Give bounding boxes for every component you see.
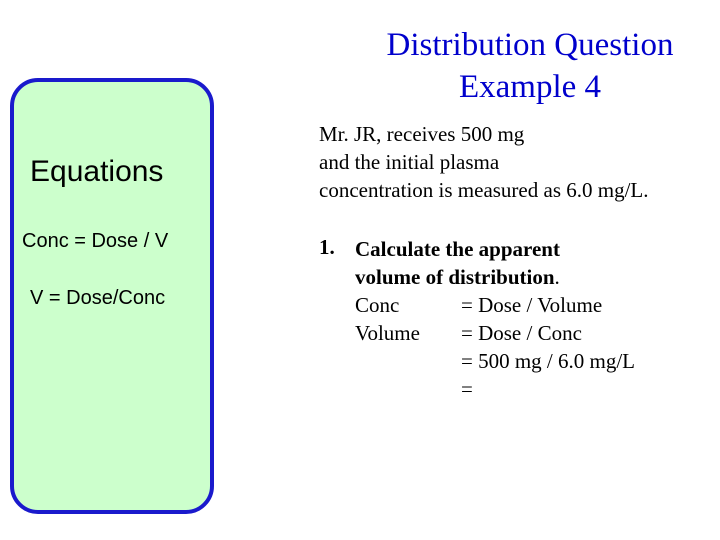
- calc-rhs: = Dose / Volume: [461, 293, 603, 317]
- question-number: 1.: [319, 235, 335, 259]
- question-line-1: Calculate the apparent: [355, 237, 560, 261]
- question-body: [355, 235, 636, 403]
- calc-rhs: = Dose / Conc: [461, 321, 582, 345]
- calc-row: [355, 375, 560, 403]
- title-line-2: Example 4: [458, 69, 602, 105]
- calc-lhs: Volume: [355, 321, 420, 345]
- equations-heading: Equations: [30, 155, 164, 188]
- intro-line-1: Mr. JR, receives 500 mg: [319, 122, 525, 146]
- intro-line-3: concentration is measured as 6.0 mg/L.: [319, 178, 649, 202]
- slide-title: [300, 24, 720, 108]
- calc-row: [355, 319, 582, 347]
- question-line-2-bold: volume of distribution: [355, 265, 555, 289]
- calc-row: [355, 291, 603, 319]
- question-line-2-tail: .: [554, 265, 560, 289]
- equation-volume: V = Dose/Conc: [30, 287, 166, 309]
- title-line-1: Distribution Question: [386, 27, 674, 63]
- intro-paragraph: [319, 120, 649, 204]
- calc-rhs: = 500 mg / 6.0 mg/L: [461, 349, 636, 373]
- equation-conc: Conc = Dose / V: [22, 230, 169, 252]
- calc-lhs: Conc: [355, 293, 400, 317]
- calc-rhs: =: [461, 377, 473, 401]
- intro-line-2: and the initial plasma: [319, 150, 500, 174]
- calc-row: [355, 347, 636, 375]
